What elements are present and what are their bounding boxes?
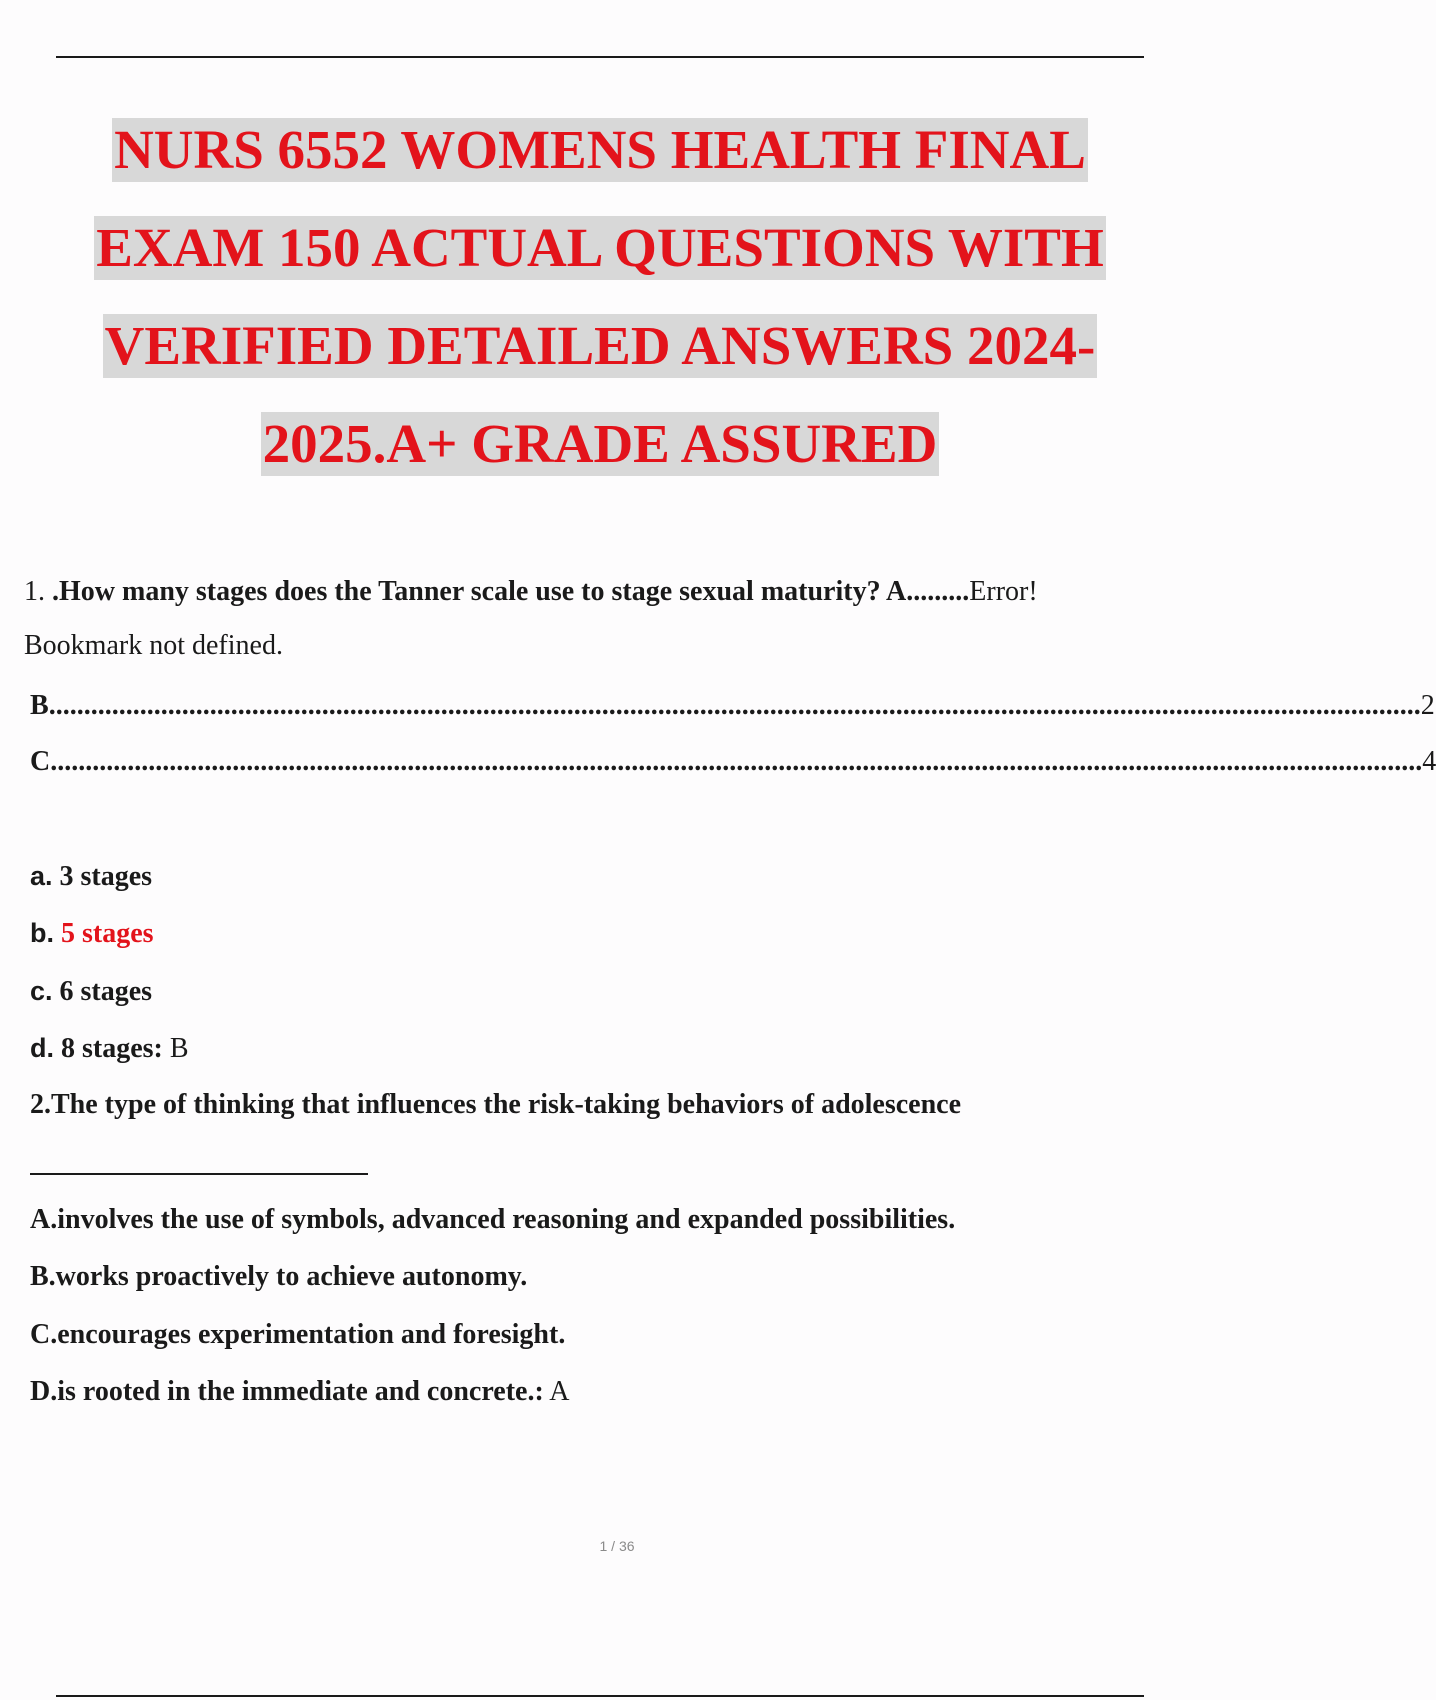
answer-blank-line — [30, 1173, 368, 1175]
answer-key: B — [162, 1033, 189, 1064]
answer-key: A — [543, 1376, 570, 1407]
option-text: 6 stages — [59, 976, 153, 1007]
question-2-option-b — [30, 1257, 527, 1297]
option-text: D.is rooted in the immediate and concrete.: — [30, 1376, 544, 1407]
page-indicator: 1 / 36 — [599, 1538, 635, 1554]
option-label: a. — [30, 861, 53, 891]
question-1-text: .How many stages does the Tanner scale use to stage sexual maturity? A......... — [52, 576, 970, 607]
bookmark-error-continued: Bookmark not defined. — [24, 630, 283, 661]
question-2-option-a — [30, 1200, 955, 1240]
option-label: d. — [30, 1033, 54, 1063]
option-text: 3 stages — [59, 861, 153, 892]
question-2-option-d — [30, 1372, 569, 1412]
option-text: 8 stages: — [61, 1033, 163, 1064]
toc-letter: C — [30, 746, 51, 777]
toc-leader-dots: .................................................................................................................................................................................................... — [50, 746, 1423, 777]
option-text-correct: 5 stages — [61, 918, 154, 949]
option-text: B.works proactively to achieve autonomy. — [30, 1261, 528, 1292]
answer-option-c — [30, 971, 152, 1012]
answer-option-d — [30, 1028, 189, 1069]
title-line-1: NURS 6552 WOMENS HEALTH FINAL — [114, 119, 1086, 180]
document-title — [0, 118, 1200, 510]
title-line-4: 2025.A+ GRADE ASSURED — [262, 413, 938, 474]
answer-option-a — [30, 856, 152, 897]
question-1-number: 1. — [24, 576, 52, 607]
top-rule — [56, 56, 1144, 58]
toc-row-b — [30, 686, 1435, 726]
bookmark-error: Error! — [969, 576, 1038, 607]
toc-leader-dots: .................................................................................................................................................................................................... — [48, 690, 1421, 721]
option-text: C.encourages experimentation and foresight. — [30, 1319, 566, 1350]
question-1 — [24, 572, 1200, 612]
question-2-text: 2.The type of thinking that influences the risk-taking behaviors of adolescence — [30, 1089, 962, 1120]
answer-option-b — [30, 913, 154, 954]
bottom-rule — [56, 1695, 1144, 1697]
title-line-3: VERIFIED DETAILED ANSWERS 2024- — [104, 315, 1096, 376]
toc-letter: B — [30, 690, 49, 721]
option-label: c. — [30, 976, 53, 1006]
toc-page-number: 2 — [1420, 690, 1435, 721]
question-2-option-c — [30, 1315, 565, 1355]
title-line-2: EXAM 150 ACTUAL QUESTIONS WITH — [96, 217, 1104, 278]
option-text: A.involves the use of symbols, advanced reasoning and expanded possibilities. — [30, 1204, 956, 1235]
option-label: b. — [30, 918, 54, 948]
toc-page-number: 4 — [1422, 746, 1436, 777]
toc-row-c — [30, 742, 1436, 782]
